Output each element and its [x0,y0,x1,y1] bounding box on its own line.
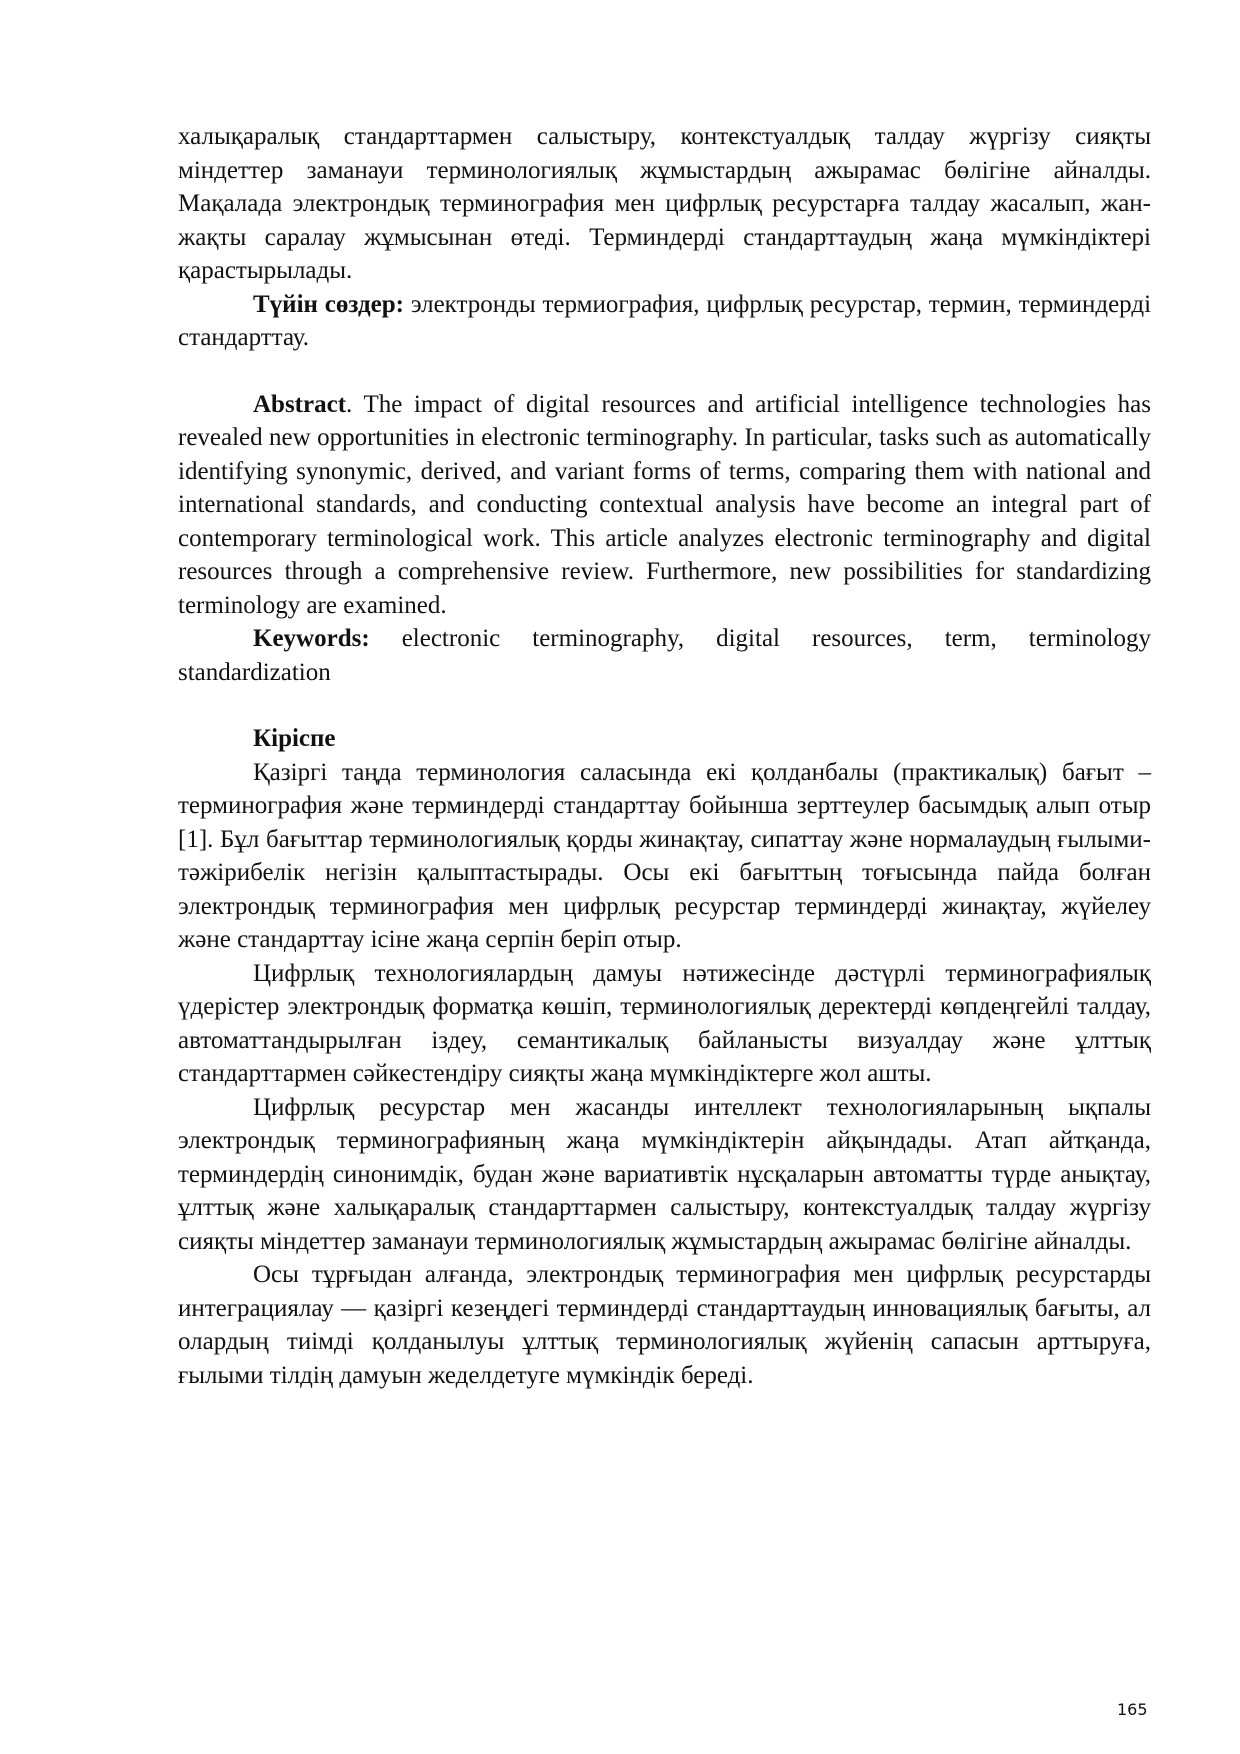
body-paragraph-2: Цифрлық технологиялардың дамуы нәтижесінде дәстүрлі терминографиялық үдерістер электрондық форматқа көшіп, терминологиялық деректерді көпдеңгейлі талдау, автоматтандырылған іздеу, семантикалық байланысты визуалдау және ұлттық стандарттармен сәйкестендіру сияқты жаңа мүмкіндіктерге жол ашты. [178,959,1151,1087]
keywords-english-label: Keywords: [253,625,370,652]
abstract-text: . The impact of digital resources and artificial intelligence technologies has revealed new opportunities in electronic terminography. In particular, tasks such as automatically identifying synonymic, derived, and variant forms of terms, comparing them with national and international standards, and conducting contextual analysis have become an integral part of contemporary terminological work. This article analyzes electronic terminography and digital resources through a comprehensive review. Furthermore, new possibilities for standardizing terminology are examined. [178,390,1151,619]
keywords-kazakh-text: электронды термиография, цифрлық ресурстар, термин, терминдерді стандарттау. [178,290,1152,351]
spacer [178,355,1151,388]
abstract-label: Abstract [253,390,347,418]
page-content [178,120,1151,1392]
body-paragraph-3: Цифрлық ресурстар мен жасанды интеллект технологияларының ықпалы электрондық терминографияның жаңа мүмкіндіктерін айқындады. Атап айтқанда, терминдердің синонимдік, будан және вариативтік нұсқаларын автоматты түрде анықтау, ұлттық және халықаралық стандарттармен салыстыру, контекстуалдық талдау жүргізу сияқты міндеттер заманауи терминологиялық жұмыстардың ажырамас бөлігіне айналды. [178,1093,1151,1255]
body-paragraph-1: Қазіргі таңда терминология саласында екі қолданбалы (практикалық) бағыт – терминография және терминдерді стандарттау бойынша зерттеулер басымдық алып отыр [1]. Бұл бағыттар терминологиялық қорды жинақтау, сипаттау және нормалаудың ғылыми-тәжірибелік негізін қалыптастырады. Осы екі бағыттың тоғысында пайда болған электрондық терминография мен цифрлық ресурстар терминдерді жинақтау, жүйелеу және стандарттау ісіне жаңа серпін беріп отыр. [178,758,1151,953]
keywords-english-text: electronic terminography, digital resources, term, terminology standardization [178,625,1151,686]
continuation-paragraph: халықаралық стандарттармен салыстыру, контекстуалдық талдау жүргізу сияқты міндеттер заманауи терминологиялық жұмыстардың ажырамас бөлігіне айналды. Мақалада электрондық терминография мен цифрлық ресурстарға талдау жасалып, жан-жақты саралау жұмысынан өтеді. Терминдерді стандарттаудың жаңа мүмкіндіктері қарастырылады. [178,123,1151,284]
body-paragraph-4: Осы тұрғыдан алғанда, электрондық терминография мен цифрлық ресурстарды интеграциялау — қазіргі кезеңдегі терминдерді стандарттаудың инновациялық бағыты, ал олардың тиімді қолданылуы ұлттық терминологиялық жүйенің сапасын арттыруға, ғылыми тілдің дамуын жеделдетуге мүмкіндік береді. [178,1261,1151,1389]
spacer [178,689,1151,722]
keywords-kazakh [178,288,1151,355]
section-heading: Кіріспе [253,725,336,752]
keywords-kazakh-label: Түйін сөздер: [253,290,404,318]
keywords-english [178,622,1151,689]
abstract-paragraph [178,388,1151,623]
page-number: 165 [1117,1700,1148,1719]
